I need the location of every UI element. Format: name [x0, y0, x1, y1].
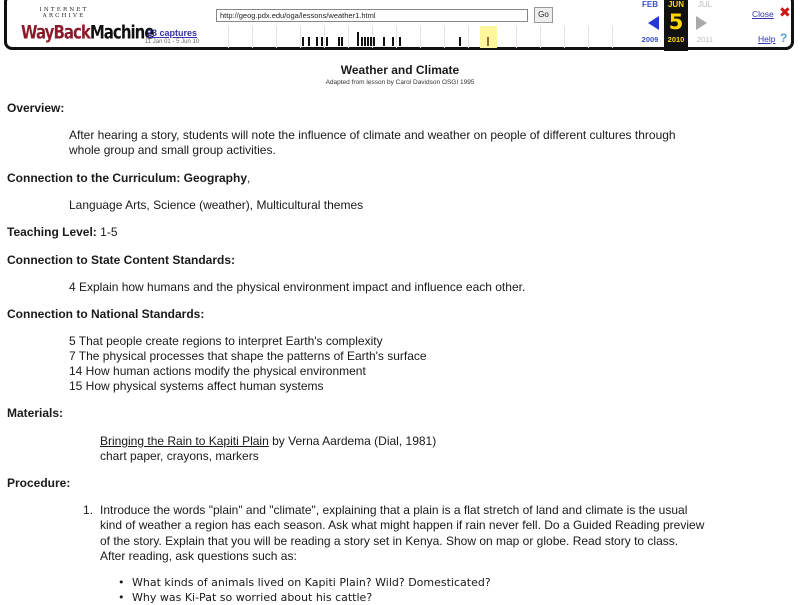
procedure-heading: Procedure:: [7, 476, 71, 490]
wayback-logo[interactable]: [21, 7, 154, 44]
next-capture-arrow-icon: [696, 16, 707, 30]
logo-machine-word: Machine: [89, 21, 154, 44]
step-number: 1.: [83, 503, 94, 517]
materials-book-line: [100, 434, 436, 449]
curriculum-text: Language Arts, Science (weather), Multicultural themes: [69, 198, 364, 212]
state-standard-item: 4 Explain how humans and the physical environment impact and influence each other.: [69, 280, 526, 294]
captures-sparkline[interactable]: [216, 26, 628, 48]
step-text: [100, 503, 743, 565]
national-standard-item: 14 How human actions modify the physical environment: [69, 364, 366, 378]
help-icon[interactable]: ?: [780, 31, 788, 45]
logo-wayback-word: WayBack: [21, 21, 90, 44]
step-line: of the story. Explain that you will be reading a story set in Kenya. Show on map or globe. Read story to class.: [100, 533, 679, 548]
prev-capture-arrow-icon[interactable]: [648, 16, 659, 30]
materials-list: [100, 434, 436, 464]
current-capture-date: [664, 0, 688, 51]
national-standards-heading: Connection to National Standards:: [7, 307, 205, 321]
curriculum-heading: [7, 171, 250, 185]
prev-year-label[interactable]: 2009: [641, 35, 659, 44]
page-title: Weather and Climate: [340, 63, 460, 77]
logo-wayback-machine-text: [21, 21, 154, 44]
captures-link[interactable]: 23 captures: [146, 28, 198, 38]
overview-line-1: After hearing a story, students will note the influence of climate and weather on people of different cultures through: [69, 128, 676, 142]
question-item: • Why was Ki-Pat so worried about his cattle?: [118, 590, 491, 605]
logo-internet-archive-text: INTERNET ARCHIVE: [39, 7, 89, 19]
national-standards-list: [69, 334, 427, 394]
overview-heading: Overview:: [7, 101, 65, 115]
current-day-label: 5: [668, 10, 684, 34]
teaching-level-value: 1-5: [96, 225, 118, 239]
step-line: After reading, ask questions such as:: [100, 549, 297, 564]
close-icon[interactable]: ✖: [779, 5, 791, 21]
book-author: by Verna Aardema (Dial, 1981): [268, 434, 437, 448]
close-toolbar-link[interactable]: Close: [752, 9, 774, 19]
prev-month-label: FEB: [642, 0, 658, 9]
materials-supplies: chart paper, crayons, markers: [100, 449, 259, 463]
curriculum-heading-label: Connection to the Curriculum: Geography: [7, 171, 248, 185]
wayback-url-input[interactable]: [216, 9, 528, 22]
prev-month-link[interactable]: [637, 0, 663, 44]
national-standard-item: 15 How physical systems affect human systems: [69, 379, 324, 393]
step-line: Introduce the words "plain" and "climate", explaining that a plain is a flat stretch of land and climate is the usual: [100, 503, 688, 517]
help-link[interactable]: Help: [758, 34, 776, 44]
teaching-level-heading: [7, 225, 118, 239]
discussion-questions-list: [118, 575, 491, 605]
captures-range: 11 Jan 01 - 5 Jun 10: [144, 39, 200, 45]
next-month-label: JUL: [697, 0, 713, 9]
overview-text: [69, 128, 676, 158]
national-standard-item: 5 That people create regions to interpret Earth's complexity: [69, 334, 383, 348]
curriculum-heading-comma: ,: [247, 171, 251, 185]
page-subtitle: Adapted from lesson by Carol Davidson OSGI 1995: [325, 79, 475, 86]
captures-summary: [130, 28, 214, 45]
national-standard-item: 7 The physical processes that shape the patterns of Earth's surface: [69, 349, 427, 363]
teaching-level-label: Teaching Level:: [7, 225, 97, 239]
next-year-label: 2011: [696, 35, 714, 44]
current-month-label: JUN: [667, 0, 684, 9]
current-year-label: 2010: [667, 35, 685, 44]
go-button[interactable]: Go: [534, 7, 553, 23]
step-line: kind of weather a region has each season. Ask what might happen if rain never fell. Do a Guided Reading preview: [100, 518, 705, 533]
question-item: • What kinds of animals lived on Kapiti Plain? Wild? Domesticated?: [118, 575, 491, 590]
overview-line-2: whole group and small group activities.: [69, 143, 276, 157]
procedure-step-1: [83, 503, 743, 565]
book-title-link[interactable]: Bringing the Rain to Kapiti Plain: [100, 434, 269, 448]
materials-heading: Materials:: [7, 406, 64, 420]
state-standards-heading: Connection to State Content Standards:: [7, 253, 235, 267]
next-month-label-group: [692, 0, 718, 44]
